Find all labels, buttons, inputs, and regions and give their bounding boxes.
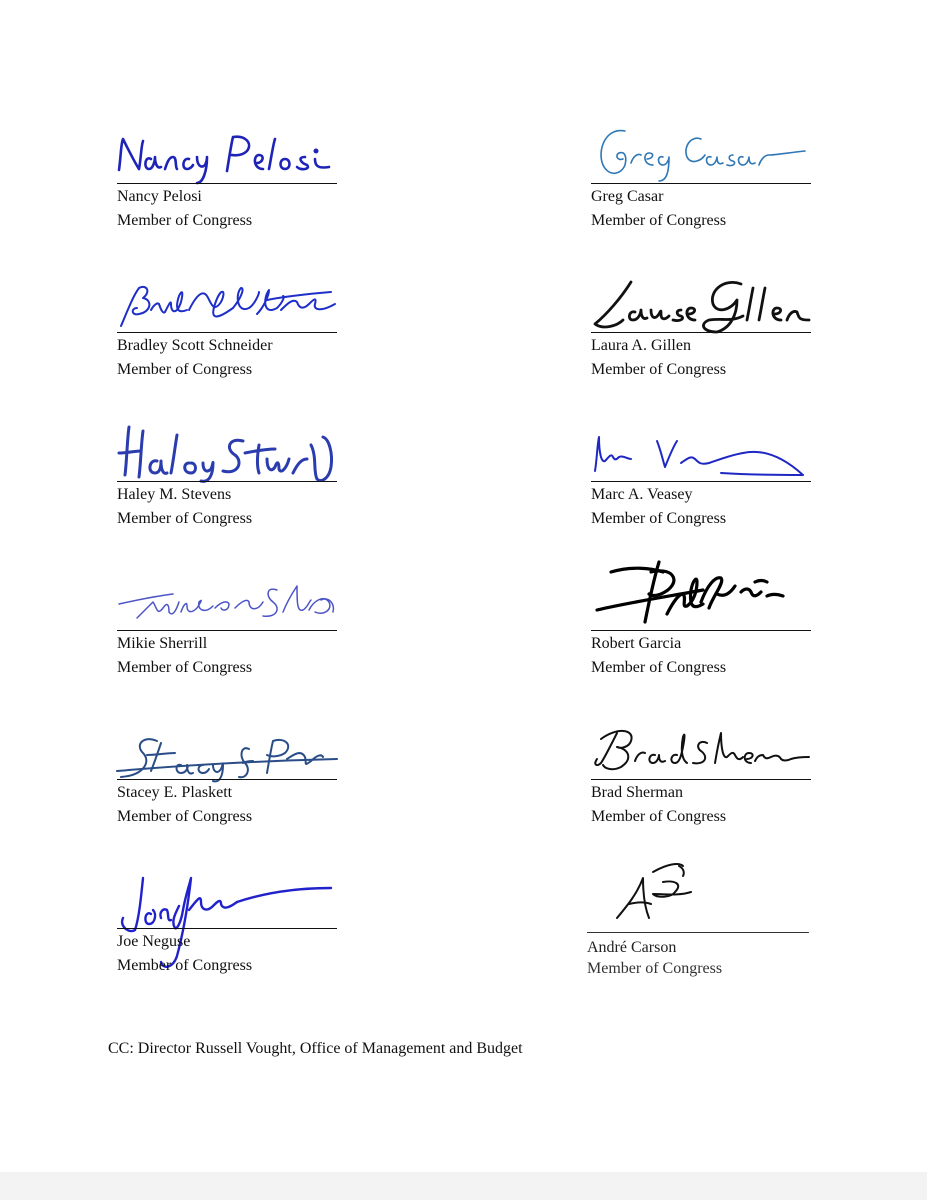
signature-image (117, 423, 339, 483)
signature-block (591, 423, 813, 533)
signatory-title: Member of Congress (117, 361, 253, 378)
signatory-title: Member of Congress (591, 659, 727, 676)
signature-block (591, 125, 813, 235)
signature-image (117, 274, 339, 334)
signatory-title: Member of Congress (587, 960, 723, 977)
signature-image (117, 870, 339, 970)
signatory-name: Nancy Pelosi (117, 188, 202, 205)
signatory-title: Member of Congress (117, 212, 253, 229)
signature-block (591, 572, 813, 682)
signature-block (587, 858, 809, 983)
signatory-name: Robert Garcia (591, 635, 682, 652)
signature-image (117, 572, 339, 632)
signatory-name: Greg Casar (591, 188, 664, 205)
cc-line: CC: Director Russell Vought, Office of Management and Budget (108, 1040, 523, 1057)
signatory-name: Brad Sherman (591, 784, 683, 801)
signature-image (117, 721, 339, 781)
signatory-name: Joe Neguse (117, 933, 191, 950)
signature-block (117, 423, 339, 533)
signature-image (591, 721, 813, 781)
signatory-title: Member of Congress (117, 659, 253, 676)
signatory-name: Marc A. Veasey (591, 486, 693, 503)
signatory-title: Member of Congress (591, 510, 727, 527)
signatory-title: Member of Congress (117, 808, 253, 825)
signatory-name: Haley M. Stevens (117, 486, 232, 503)
signatory-name: Bradley Scott Schneider (117, 337, 273, 354)
signature-block (117, 125, 339, 235)
signatory-name: André Carson (587, 939, 677, 956)
signatory-title: Member of Congress (591, 212, 727, 229)
signature-block (591, 721, 813, 831)
signature-image (591, 423, 813, 483)
signatory-name: Laura A. Gillen (591, 337, 691, 354)
signature-block (117, 870, 339, 980)
signature-block (591, 274, 813, 384)
signature-block (117, 274, 339, 384)
page-bottom-band (0, 1172, 927, 1200)
signature-image (591, 125, 813, 185)
signature-image (117, 125, 339, 185)
signature-block (117, 721, 339, 831)
signatory-title: Member of Congress (591, 361, 727, 378)
signatory-title: Member of Congress (117, 957, 253, 974)
signatory-name: Stacey E. Plaskett (117, 784, 233, 801)
signature-image (591, 274, 813, 334)
signature-block (117, 572, 339, 682)
signatory-title: Member of Congress (591, 808, 727, 825)
signature-image (591, 572, 813, 632)
signatory-name: Mikie Sherrill (117, 635, 208, 652)
signature-image (587, 858, 809, 932)
signatory-title: Member of Congress (117, 510, 253, 527)
